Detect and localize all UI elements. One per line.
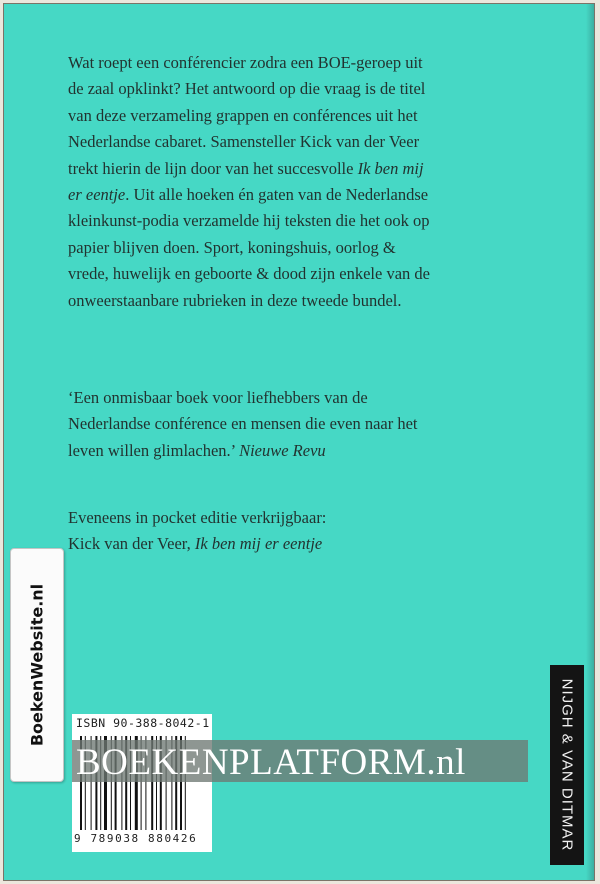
blurb-line: papier blijven doen. Sport, koningshuis, oorlog &	[68, 237, 396, 257]
blurb-line: kleinkunst-podia verzamelde hij teksten die het ook op	[68, 211, 430, 231]
cover-edge-shadow	[586, 4, 594, 880]
blurb-line: onweerstaanbare rubrieken in deze tweede bundel.	[68, 290, 402, 310]
quote-line	[68, 438, 538, 464]
quote-line: ‘Een onmisbaar boek voor liefhebbers van de	[68, 388, 368, 407]
quote-line: Nederlandse conférence en mensen die even naar het	[68, 414, 418, 434]
book-title-italic: Ik ben mij	[357, 158, 424, 178]
pocket-line: Eveneens in pocket editie verkrijgbaar:	[68, 508, 327, 527]
pocket-edition-note	[68, 505, 538, 558]
blurb-line: van deze verzameling grappen en conférences uit het	[68, 105, 418, 125]
quote-line-text: leven willen glimlachen.’	[68, 440, 240, 460]
publisher-name: NIJGH & VAN DITMAR	[558, 678, 576, 852]
ean-number: 9 789038 880426	[74, 832, 198, 845]
blurb-line	[68, 182, 538, 208]
isbn-text: ISBN 90-388-8042-1	[76, 716, 210, 730]
quote-source: Nieuwe Revu	[239, 440, 326, 460]
publisher-logo	[550, 665, 584, 865]
shop-sticker	[10, 548, 64, 782]
blurb-line	[68, 156, 538, 182]
pocket-title: Ik ben mij er eentje	[194, 534, 323, 554]
blurb-line: de zaal opklinkt? Het antwoord op die vraag is de titel	[68, 79, 426, 99]
pocket-line	[68, 531, 538, 557]
blurb-line: vrede, huwelijk en geboorte & dood zijn enkele van de	[68, 264, 430, 284]
sticker-label: BoekenWebsite.nl	[27, 583, 47, 747]
watermark-text: BOEKENPLATFORM.nl	[76, 742, 466, 783]
blurb-text	[68, 50, 538, 314]
blurb-line: Nederlandse cabaret. Samensteller Kick van der Veer	[68, 132, 420, 152]
book-title-italic: er eentje	[68, 185, 126, 205]
review-quote	[68, 385, 538, 464]
blurb-line: Wat roept een conférencier zodra een BOE-geroep uit	[68, 53, 423, 72]
watermark-banner	[72, 740, 528, 782]
blurb-line-text: . Uit alle hoeken én gaten van de Nederlandse	[125, 185, 429, 205]
pocket-author: Kick van der Veer,	[68, 534, 195, 554]
blurb-line-text: trekt hierin de lijn door van het succesvolle	[68, 158, 358, 178]
